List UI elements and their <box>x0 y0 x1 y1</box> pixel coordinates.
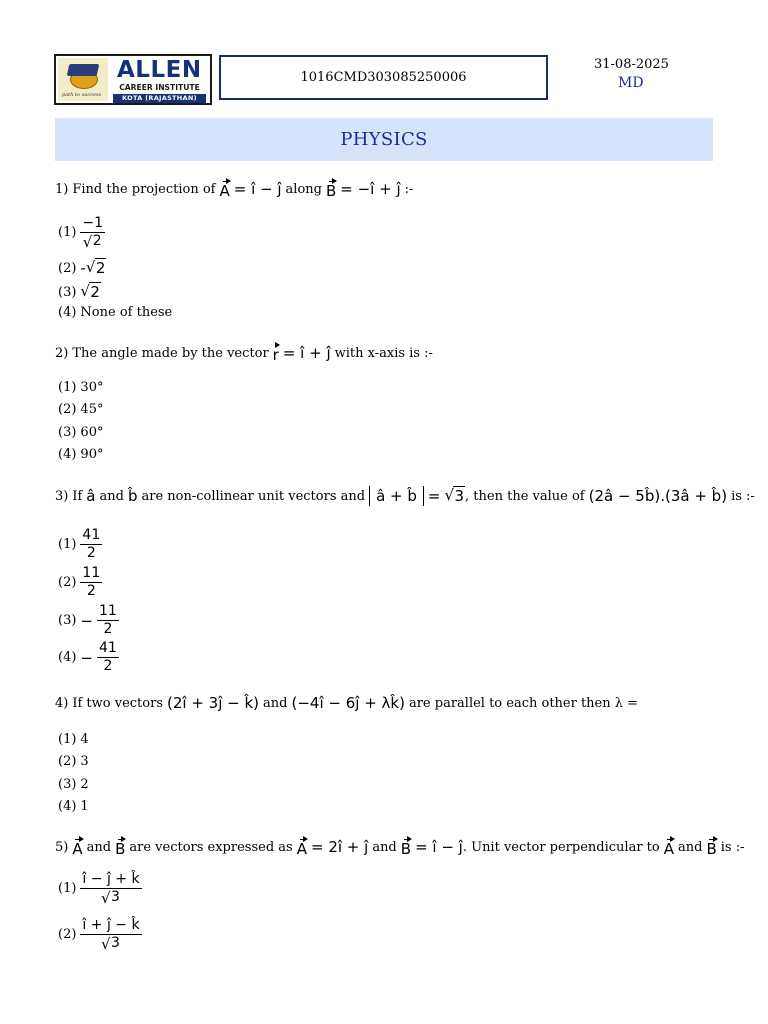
denominator <box>83 233 103 249</box>
q1-option-3[interactable] <box>58 283 101 301</box>
q2-option-3[interactable] <box>58 425 103 440</box>
test-date: 31-08-2025 <box>594 57 669 72</box>
denominator <box>101 889 121 905</box>
q5-option-2[interactable] <box>58 918 142 951</box>
question-text: and <box>263 695 288 711</box>
question-text: Find the projection of <box>72 181 216 197</box>
option-text: 2 <box>80 777 89 792</box>
option-text: 45° <box>80 402 104 417</box>
question-text: is :- <box>720 839 745 855</box>
fraction <box>97 604 119 637</box>
option-label: (3) <box>58 777 77 792</box>
denominator: 2 <box>86 545 96 561</box>
vector-b: B <box>706 836 716 858</box>
denominator: 2 <box>103 621 113 637</box>
option-label: (2) <box>58 754 77 769</box>
logo-brand: ALLEN <box>117 57 202 83</box>
question-text: are non-collinear unit vectors and <box>141 488 366 504</box>
option-text: 60° <box>80 425 104 440</box>
numerator: î + ĵ − k̂ <box>82 917 140 933</box>
q2-option-2[interactable] <box>58 402 103 417</box>
radicand: 2 <box>90 283 100 301</box>
option-label: (1) <box>58 537 77 552</box>
graduation-cap-icon <box>67 64 100 76</box>
vector-b: B <box>401 836 411 858</box>
stream-label: MD <box>618 75 644 91</box>
q4-option-4[interactable] <box>58 799 89 814</box>
q3-option-2[interactable] <box>58 566 102 599</box>
test-code-box <box>219 55 548 100</box>
option-label: (2) <box>58 575 77 590</box>
option-text: 3 <box>80 754 89 769</box>
q1-option-4[interactable] <box>58 305 172 320</box>
allen-logo <box>54 54 212 105</box>
question-text: and <box>86 839 112 855</box>
fraction <box>80 216 105 249</box>
vector-a: A <box>72 836 82 858</box>
test-code: 1016CMD303085250006 <box>300 70 467 85</box>
question-text: with x-axis is :- <box>334 345 433 361</box>
vector-1: (2î + 3ĵ − k̂) <box>167 694 260 712</box>
question-text: , then the value of <box>465 488 585 504</box>
fraction <box>97 641 119 674</box>
option-label: (1) <box>58 732 77 747</box>
equals-sign: = <box>427 487 441 505</box>
fraction <box>80 528 102 561</box>
logo-tagline: path to success <box>62 92 102 98</box>
q3-option-4[interactable] <box>58 641 119 674</box>
question-4 <box>55 694 638 712</box>
question-text: is :- <box>731 488 755 504</box>
option-label: (4) <box>58 650 77 665</box>
question-text: :- <box>404 181 414 197</box>
vector-a-definition: = 2î + ĵ <box>310 838 369 856</box>
option-sign: − <box>80 648 93 667</box>
q4-option-1[interactable] <box>58 732 89 747</box>
question-text: The angle made by the vector <box>72 345 269 361</box>
dot-product-expression: (2â − 5b̂).(3â + b̂) <box>588 487 728 505</box>
vector-r: r <box>273 342 279 364</box>
q4-option-2[interactable] <box>58 754 89 769</box>
q4-option-3[interactable] <box>58 777 89 792</box>
question-2 <box>55 342 433 364</box>
option-label: (4) <box>58 447 77 462</box>
option-label: (1) <box>58 881 77 896</box>
question-number: 5) <box>55 839 69 855</box>
question-text: and <box>372 839 397 855</box>
question-text: and <box>678 839 703 855</box>
q5-option-1[interactable] <box>58 872 142 905</box>
option-text: None of these <box>80 305 173 320</box>
q3-option-3[interactable] <box>58 604 119 637</box>
question-text: and <box>99 488 124 504</box>
q2-option-1[interactable] <box>58 380 103 395</box>
option-label: (4) <box>58 799 77 814</box>
question-text: are vectors expressed as <box>129 839 293 855</box>
option-label: (1) <box>58 380 77 395</box>
vector-b: B <box>115 836 125 858</box>
radicand: 3 <box>111 935 120 951</box>
vector-2: (−4î − 6ĵ + λk̂) <box>291 694 405 712</box>
square-root: √ 3 <box>101 935 120 953</box>
vector-a-expression: = î − ĵ <box>233 180 282 198</box>
option-text: 30° <box>80 380 104 395</box>
q2-option-4[interactable] <box>58 447 103 462</box>
logo-subtitle: CAREER INSTITUTE <box>113 83 206 93</box>
vector-a: A <box>220 178 230 200</box>
question-text: along <box>285 181 322 197</box>
option-text: 90° <box>80 447 104 462</box>
option-label: (1) <box>58 225 77 240</box>
option-text: 1 <box>80 799 89 814</box>
square-root: √ 2 <box>85 258 106 277</box>
square-root: √ 2 <box>80 282 100 301</box>
q1-option-1[interactable] <box>58 216 105 249</box>
question-text: If <box>72 488 83 504</box>
vector-a: A <box>297 836 307 858</box>
minus-sign: - <box>80 259 86 277</box>
option-label: (2) <box>58 927 77 942</box>
radicand: 2 <box>95 259 106 277</box>
numerator: 41 <box>99 640 117 656</box>
unit-vector-a: â <box>86 487 96 505</box>
denominator: 2 <box>86 583 96 599</box>
option-label: (3) <box>58 425 77 440</box>
square-root: √ 3 <box>101 889 120 907</box>
section-banner <box>55 118 713 161</box>
square-root: √ 3 <box>444 486 465 505</box>
q3-option-1[interactable] <box>58 528 102 561</box>
question-text: are parallel to each other then λ = <box>408 695 639 711</box>
numerator: 11 <box>99 603 117 619</box>
q1-option-2[interactable] <box>58 259 106 277</box>
vector-r-expression: = î + ĵ <box>282 344 331 362</box>
logo-emblem <box>58 58 108 101</box>
question-number: 3) <box>55 488 69 504</box>
option-text: 4 <box>80 732 89 747</box>
magnitude-expression: â + b̂ <box>369 486 424 506</box>
option-label: (3) <box>58 613 77 628</box>
section-title: PHYSICS <box>340 129 428 150</box>
option-label: (2) <box>58 402 77 417</box>
option-label: (3) <box>58 284 77 300</box>
numerator: 11 <box>82 565 101 581</box>
numerator: 41 <box>82 527 101 543</box>
numerator: −1 <box>82 215 104 231</box>
question-text: . Unit vector perpendicular to <box>462 839 660 855</box>
square-root: √ 2 <box>82 233 102 251</box>
vector-a: A <box>664 836 674 858</box>
option-label: (4) <box>58 305 77 320</box>
fraction <box>80 918 141 951</box>
unit-vector-b: b̂ <box>127 487 138 505</box>
vector-b: B <box>326 178 336 200</box>
question-1 <box>55 178 413 200</box>
fraction <box>80 872 141 905</box>
question-number: 2) <box>55 345 69 361</box>
radicand: 3 <box>454 487 465 505</box>
numerator: î − ĵ + k̂ <box>82 871 140 887</box>
denominator: 2 <box>103 658 113 674</box>
question-3 <box>55 486 755 506</box>
logo-wordmark <box>111 58 208 101</box>
radicand: 3 <box>111 889 120 905</box>
vector-b-expression: = −î + ĵ <box>340 180 401 198</box>
question-number: 1) <box>55 181 69 197</box>
radicand: 2 <box>92 233 102 249</box>
option-sign: − <box>80 611 93 630</box>
vector-b-definition: = î − ĵ <box>415 838 463 856</box>
denominator <box>101 935 121 951</box>
question-5 <box>55 836 744 858</box>
question-text: If two vectors <box>72 695 163 711</box>
logo-location: KOTA (RAJASTHAN) <box>113 94 206 103</box>
option-label: (2) <box>58 260 77 276</box>
fraction <box>80 566 102 599</box>
question-number: 4) <box>55 695 69 711</box>
